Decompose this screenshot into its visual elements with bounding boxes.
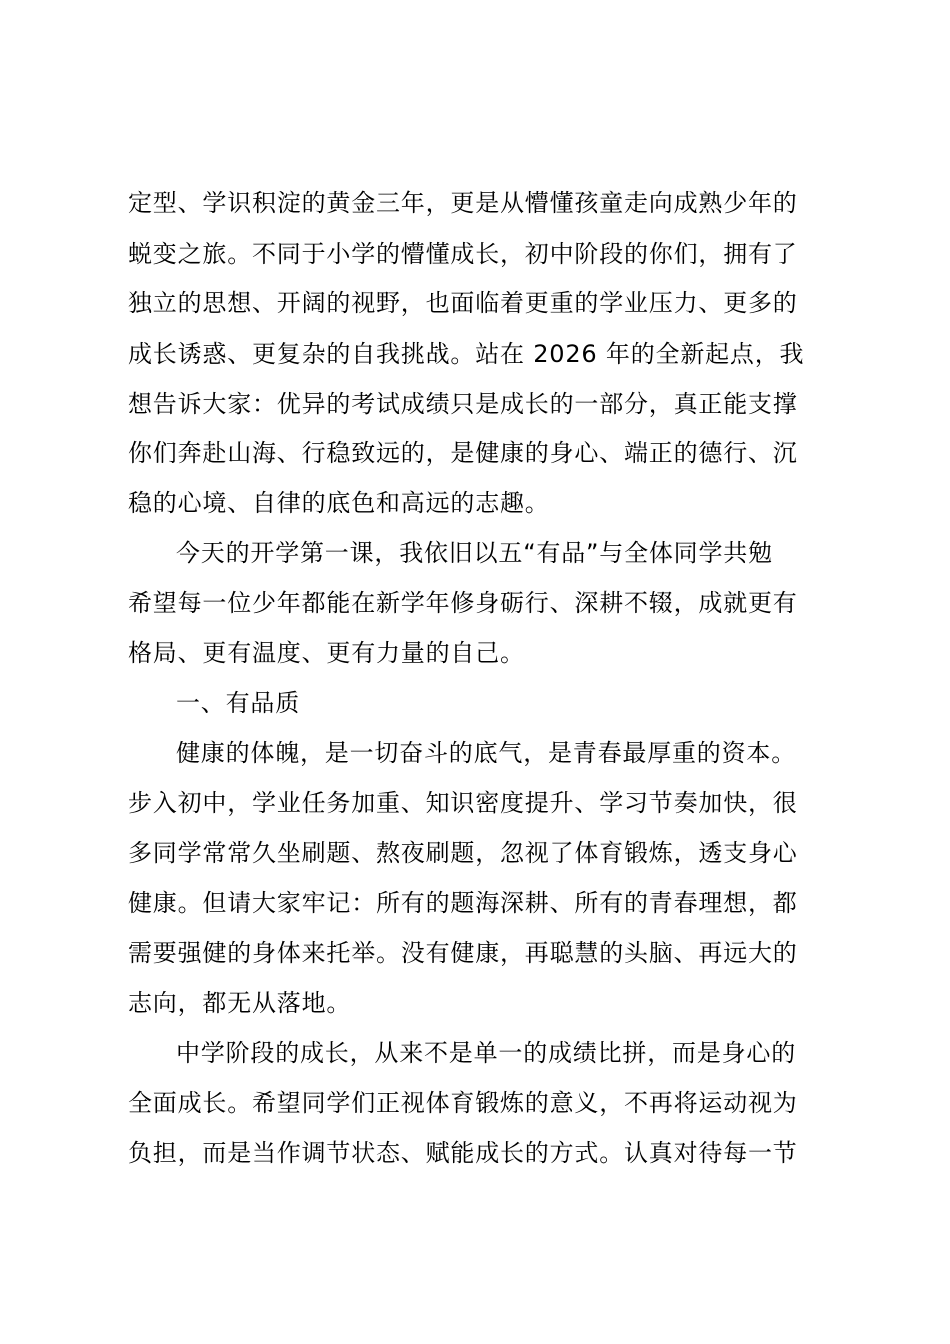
section-heading: 一、有品质 <box>176 689 300 717</box>
text-line: 独立的思想、开阔的视野，也面临着更重的学业压力、更多的 <box>128 289 798 317</box>
text-line: 今天的开学第一课，我依旧以五“有品”与全体同学共勉 <box>176 539 773 567</box>
text-line: 成长诱惑、更复杂的自我挑战。站在 2026 年的全新起点，我 <box>128 340 805 368</box>
text-line: 全面成长。希望同学们正视体育锻炼的意义，不再将运动视为 <box>128 1089 798 1117</box>
text-line: 需要强健的身体来托举。没有健康，再聪慧的头脑、再远大的 <box>128 939 798 967</box>
text-line: 希望每一位少年都能在新学年修身砺行、深耕不辍，成就更有 <box>128 589 798 617</box>
text-line: 志向，都无从落地。 <box>128 989 352 1017</box>
text-line: 中学阶段的成长，从来不是单一的成绩比拼，而是身心的 <box>176 1039 796 1067</box>
text-line: 蜕变之旅。不同于小学的懵懂成长，初中阶段的你们，拥有了 <box>128 240 798 268</box>
text-line: 负担，而是当作调节状态、赋能成长的方式。认真对待每一节 <box>128 1139 798 1167</box>
text-line: 健康的体魄，是一切奋斗的底气，是青春最厚重的资本。 <box>176 739 796 767</box>
text-line: 格局、更有温度、更有力量的自己。 <box>128 639 525 667</box>
text-line: 步入初中，学业任务加重、知识密度提升、学习节奏加快，很 <box>128 789 798 817</box>
text-line: 你们奔赴山海、行稳致远的，是健康的身心、端正的德行、沉 <box>128 439 798 467</box>
text-line: 健康。但请大家牢记：所有的题海深耕、所有的青春理想，都 <box>128 889 798 917</box>
text-line: 想告诉大家：优异的考试成绩只是成长的一部分，真正能支撑 <box>128 390 798 418</box>
text-line: 稳的心境、自律的底色和高远的志趣。 <box>128 489 550 517</box>
text-line: 定型、学识积淀的黄金三年，更是从懵懂孩童走向成熟少年的 <box>128 189 798 217</box>
text-line: 多同学常常久坐刷题、熬夜刷题，忽视了体育锻炼，透支身心 <box>128 839 798 867</box>
